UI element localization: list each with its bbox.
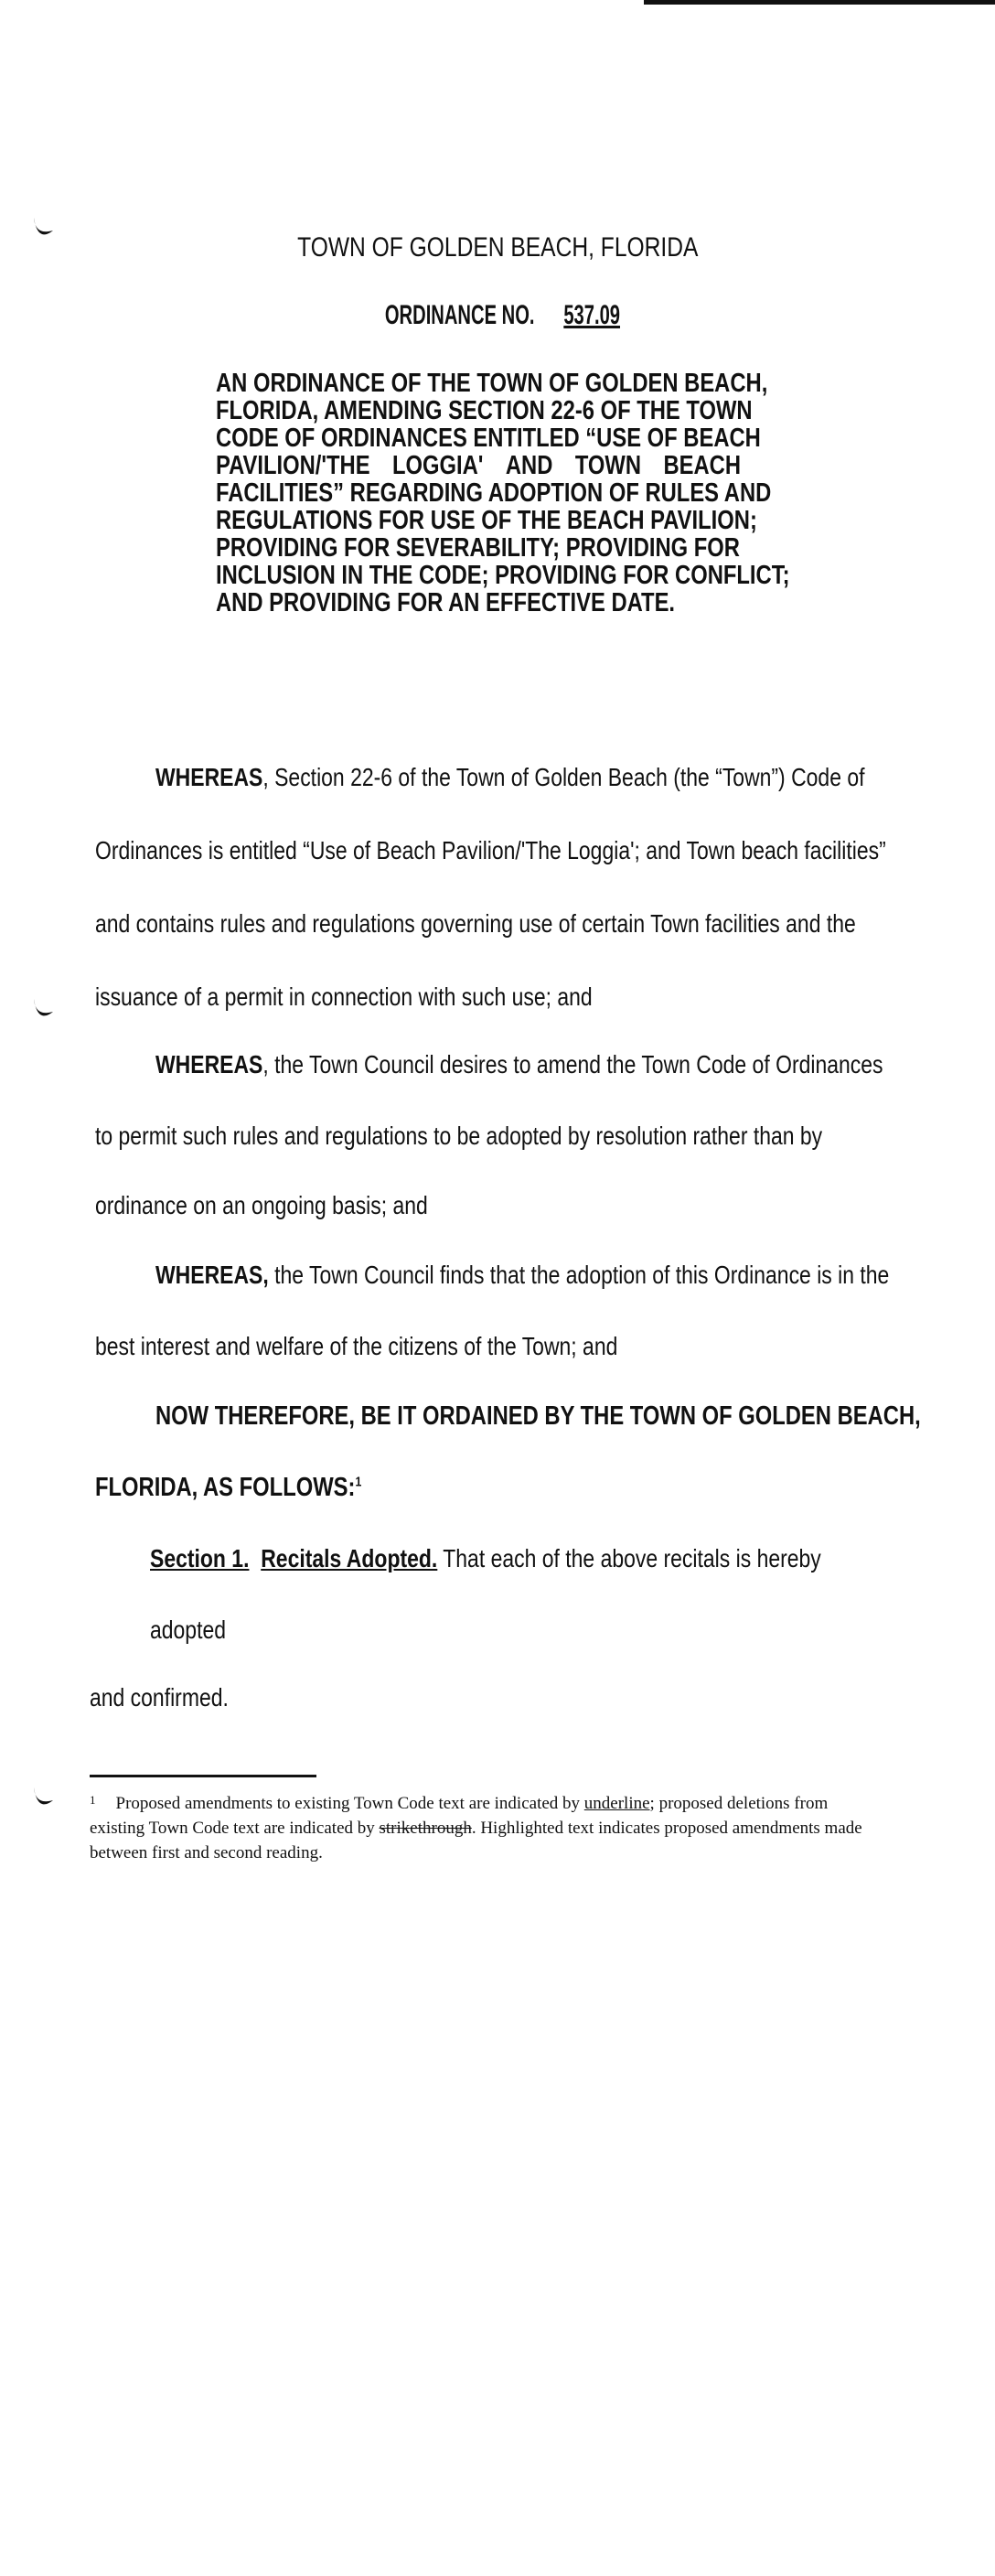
section-1-line-1: Section 1. Recitals Adopted. That each of the above recitals is hereby: [150, 1544, 821, 1572]
now-therefore-line-1: NOW THEREFORE, BE IT ORDAINED BY THE TOWN OF GOLDEN BEACH,: [155, 1401, 921, 1431]
abstract-line: INCLUSION IN THE CODE; PROVIDING FOR CONFLICT;: [216, 561, 790, 590]
ordinance-abstract: [216, 369, 790, 617]
section-1-label: Section 1.: [150, 1544, 250, 1572]
whereas-1-line-2: Ordinances is entitled “Use of Beach Pavilion/'The Loggia'; and Town beach facilities”: [95, 836, 886, 864]
ordinance-number-heading: ORDINANCE NO. 537.09: [385, 300, 621, 330]
scan-edge-line: [644, 0, 995, 5]
whereas-3-line-1: WHEREAS, the Town Council finds that the adoption of this Ordinance is in the: [155, 1261, 890, 1289]
whereas-1-line-3: and contains rules and regulations governing use of certain Town facilities and the: [95, 909, 856, 938]
abstract-line: FACILITIES” REGARDING ADOPTION OF RULES AND: [216, 478, 772, 508]
footnote-reference: 1: [355, 1474, 362, 1490]
whereas-1-line-4: issuance of a permit in connection with such use; and: [95, 982, 593, 1011]
hole-punch-mark-icon: [31, 997, 55, 1021]
footnote-line-1: $^1$ Proposed amendments to existing Town Code text are indicated by underline; proposed deletions from: [90, 1793, 829, 1813]
abstract-line: FLORIDA, AMENDING SECTION 22-6 OF THE TOWN: [216, 396, 753, 425]
whereas-2-line-1: WHEREAS, the Town Council desires to amend the Town Code of Ordinances: [155, 1050, 883, 1079]
section-1-title: Recitals Adopted.: [261, 1544, 438, 1572]
abstract-line: AND PROVIDING FOR AN EFFECTIVE DATE.: [216, 588, 676, 617]
abstract-line: AN ORDINANCE OF THE TOWN OF GOLDEN BEACH,: [216, 369, 768, 398]
section-1-line-2: adopted: [150, 1615, 226, 1644]
abstract-line: PROVIDING FOR SEVERABILITY; PROVIDING FOR: [216, 533, 740, 563]
now-therefore-line-2: FLORIDA, AS FOLLOWS:$^1$: [95, 1473, 362, 1502]
whereas-1-line-1: WHEREAS, Section 22-6 of the Town of Golden Beach (the “Town”) Code of: [155, 763, 865, 791]
footnote: [90, 1791, 876, 1865]
ordinance-number: 537.09: [563, 300, 621, 330]
abstract-line: CODE OF ORDINANCES ENTITLED “USE OF BEACH: [216, 424, 761, 453]
footnote-line-3: between first and second reading.: [90, 1843, 323, 1862]
hole-punch-mark-icon: [31, 1786, 55, 1809]
footnote-separator: [90, 1775, 316, 1777]
section-1-line-3: and confirmed.: [90, 1683, 229, 1712]
whereas-2-line-2: to permit such rules and regulations to be adopted by resolution rather than by: [95, 1122, 823, 1150]
abstract-line: REGULATIONS FOR USE OF THE BEACH PAVILION;: [216, 506, 757, 535]
town-title: TOWN OF GOLDEN BEACH, FLORIDA: [296, 232, 699, 263]
whereas-2-line-3: ordinance on an ongoing basis; and: [95, 1191, 428, 1219]
abstract-line: PAVILION/'THE LOGGIA' AND TOWN BEACH: [216, 451, 741, 480]
whereas-3-line-2: best interest and welfare of the citizens of the Town; and: [95, 1332, 618, 1360]
footnote-line-2: existing Town Code text are indicated by strikethrough. Highlighted text indicates proposed amendments made: [90, 1819, 862, 1838]
